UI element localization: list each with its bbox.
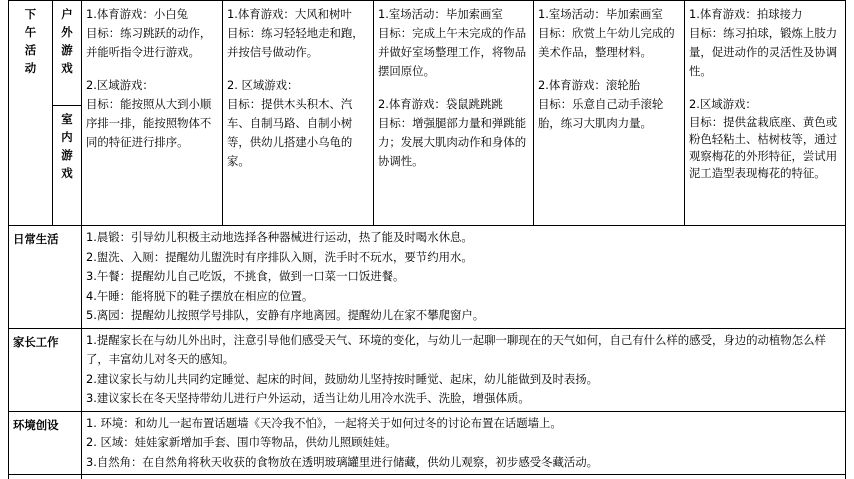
- daily-life-label: 日常生活: [9, 226, 82, 329]
- day5-second-goal: 目标：提供盆栽底座、黄色或粉色轻粘土、枯树枝等，通过观察梅花的外形特征，尝试用泥工造型表现梅花的特征。: [689, 115, 838, 180]
- afternoon-activities-label: 下午活动: [9, 1, 53, 226]
- day1-activity-goal: 目标：练习跳跃的动作，并能听指令进行游戏。: [86, 26, 212, 59]
- day5-activity-goal: 目标：练习拍球，锻炼上肢力量，促进动作的灵活性及协调性。: [689, 26, 838, 78]
- daily-life-item: 4.午睡：能将脱下的鞋子摆放在相应的位置。: [86, 288, 314, 303]
- weekly-plan-table: [8, 0, 846, 479]
- outdoor-games-label: 户外游戏: [53, 1, 82, 106]
- next-row-label: [9, 475, 82, 479]
- afternoon-day-4: [534, 1, 685, 226]
- environment-item: 1. 环境：和幼儿一起布置话题墙《天冷我不怕》，一起将关于如何过冬的讨论布置在话题墙上。: [86, 415, 562, 430]
- parents-item: 1.提醒家长在与幼儿外出时，注意引导他们感受天气、环境的变化，与幼儿一起聊一聊现在的天气如何，自己有什么样的感受，身边的动植物怎么样了，丰富幼儿对冬天的感知。: [86, 332, 826, 366]
- day3-second-goal: 目标：增强腿部力量和弹跳能力；发展大肌肉动作和身体的协调性。: [378, 116, 527, 168]
- day2-second-title: 2. 区域游戏：: [227, 78, 299, 92]
- environment-content: [82, 411, 846, 475]
- parents-item: 2.建议家长与幼儿共同约定睡觉、起床的时间，鼓励幼儿坚持按时睡觉、起床，幼儿能做到及时表扬。: [86, 371, 599, 386]
- parents-work-content: [82, 328, 846, 411]
- parents-item: 3.建议家长在冬天坚持带幼儿进行户外运动，适当让幼儿用冷水洗手、洗脸，增强体质。: [86, 391, 530, 405]
- day4-second-title: 2.体育游戏：滚轮胎: [538, 78, 640, 92]
- daily-life-item: 5.离园：提醒幼儿按照学号排队，安静有序地离园。提醒幼儿在家不攀爬窗户。: [86, 308, 485, 322]
- next-row-content: [82, 475, 846, 479]
- environment-item: 3.自然角：在自然角将秋天收获的食物放在透明玻璃罐里进行储藏，供幼儿观察，初步感受冬藏活动。: [86, 454, 599, 469]
- environment-item: 2. 区域：娃娃家新增加手套、围巾等物品，供幼儿照顾娃娃。: [86, 435, 397, 449]
- afternoon-row-outdoor: [9, 1, 846, 106]
- day2-second-goal: 目标：提供木头积木、汽车、自制马路、自制小树等，供幼儿搭建小乌龟的家。: [227, 97, 353, 168]
- day1-second-title: 2.区域游戏：: [86, 78, 154, 92]
- afternoon-day-3: [374, 1, 534, 226]
- day5-activity-title: 1.体育游戏：拍球接力: [689, 7, 803, 21]
- day4-activity-goal: 目标：欣赏上午幼儿完成的美术作品，整理材料。: [538, 26, 675, 59]
- indoor-games-label: 室内游戏: [53, 106, 82, 226]
- afternoon-day-2: [223, 1, 374, 226]
- environment-label: 环境创设: [9, 411, 82, 475]
- parents-row: [9, 328, 846, 411]
- day1-second-goal: 目标：能按照从大到小顺序排一排，能按照物体不同的特征进行排序。: [86, 97, 212, 149]
- parents-work-label: 家长工作: [9, 328, 82, 411]
- daily-life-item: 1.晨锻：引导幼儿积极主动地选择各种器械进行运动，热了能及时喝水休息。: [86, 230, 473, 244]
- day3-second-title: 2.体育游戏：袋鼠跳跳跳: [378, 97, 503, 111]
- day3-activity-goal: 目标：完成上午未完成的作品并做好室场整理工作，将物品摆回原位。: [378, 26, 527, 78]
- daily-life-content: [82, 226, 846, 329]
- day2-activity-goal: 目标：练习轻轻地走和跑，并按信号做动作。: [227, 26, 364, 59]
- day4-second-goal: 目标：乐意自己动手滚轮胎，练习大肌肉力量。: [538, 97, 664, 130]
- afternoon-day-1: [82, 1, 223, 226]
- daily-life-row: [9, 226, 846, 329]
- day2-activity-title: 1.体育游戏：大风和树叶: [227, 7, 352, 21]
- daily-life-item: 2.盥洗、入厕：提醒幼儿盥洗时有序排队入厕，洗手时不玩水，要节约用水。: [86, 249, 473, 264]
- next-row: [9, 475, 846, 479]
- environment-row: [9, 411, 846, 475]
- day3-activity-title: 1.室场活动：毕加索画室: [378, 7, 503, 21]
- day1-activity-title: 1.体育游戏：小白兔: [86, 7, 188, 21]
- day5-second-title: 2.区域游戏：: [689, 97, 757, 111]
- daily-life-item: 3.午餐：提醒幼儿自己吃饭，不挑食，做到一口菜一口饭进餐。: [86, 269, 405, 283]
- afternoon-day-5: [685, 1, 846, 226]
- day4-activity-title: 1.室场活动：毕加索画室: [538, 7, 663, 21]
